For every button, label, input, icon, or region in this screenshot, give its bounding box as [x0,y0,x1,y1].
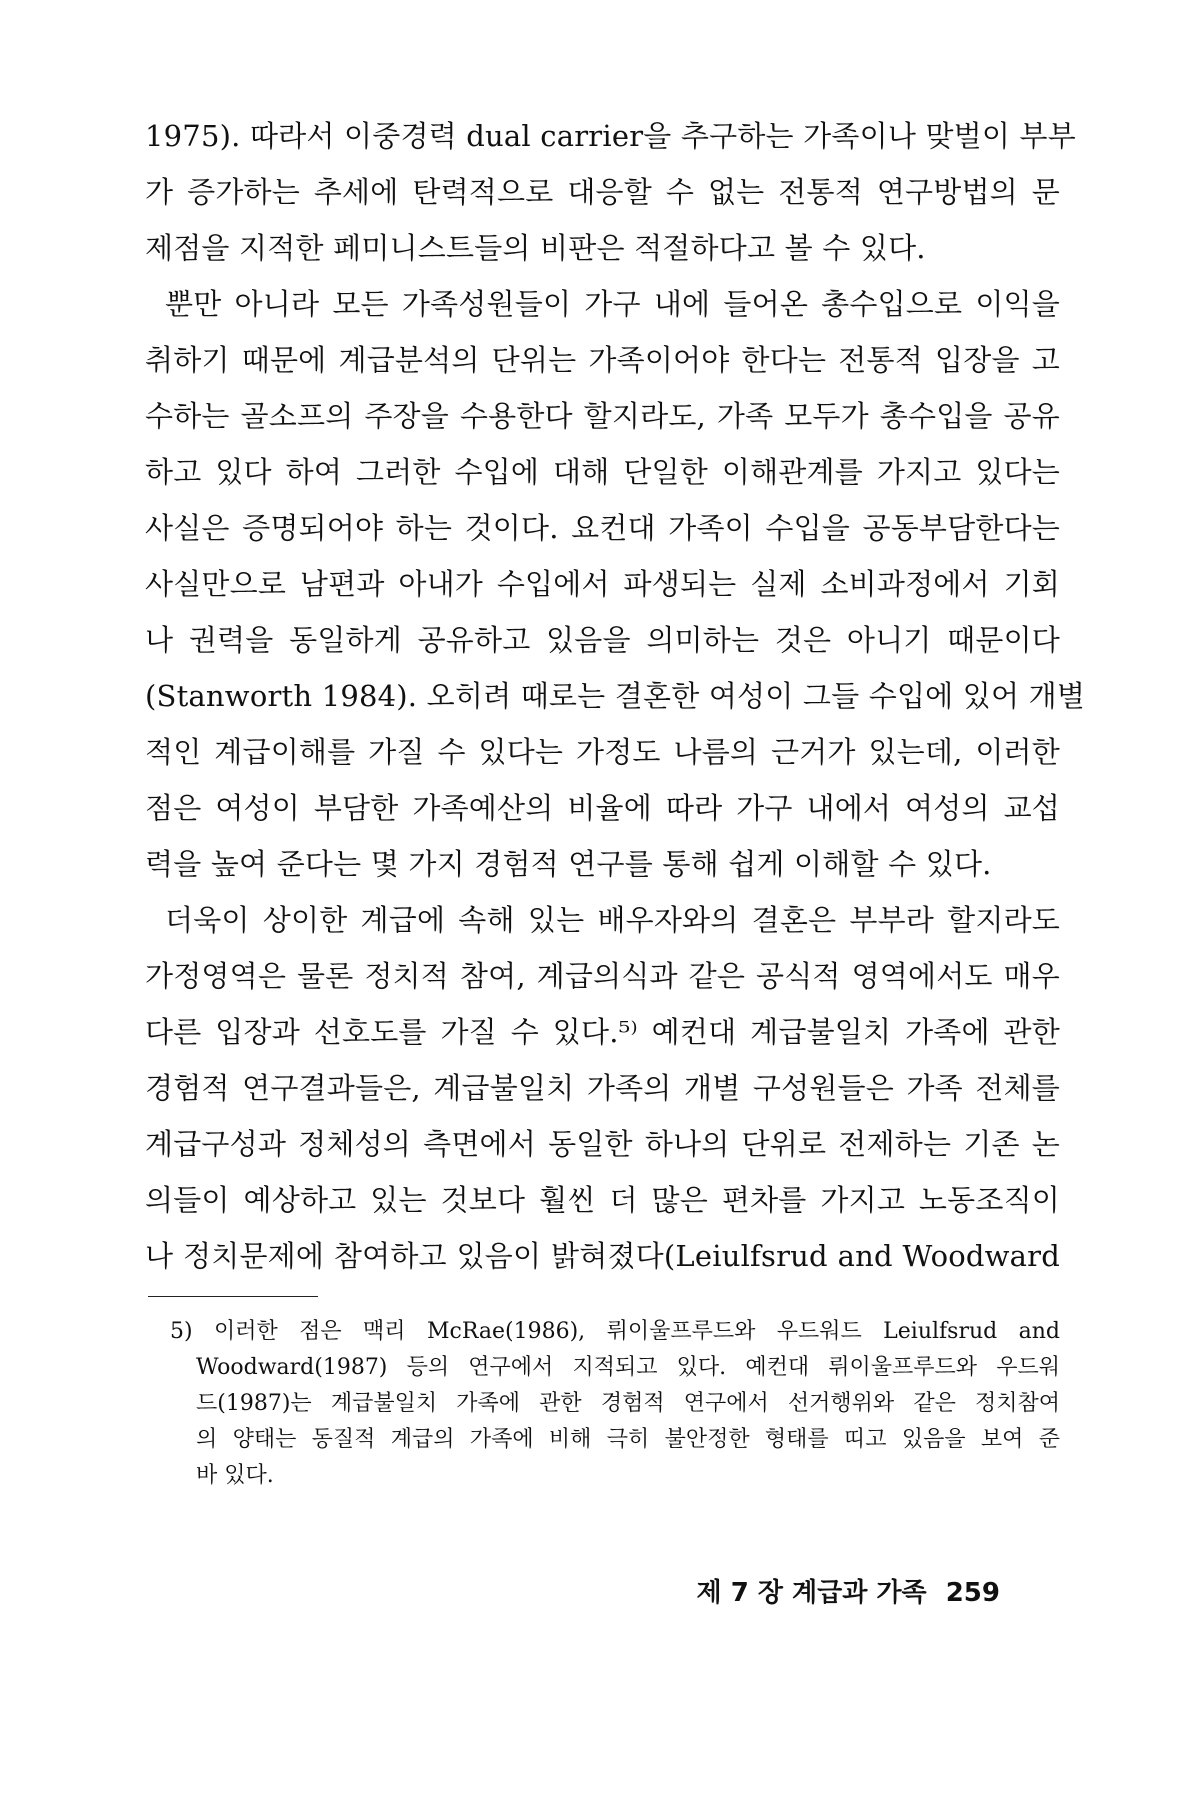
body-line: 가정영역은 물론 정치적 참여, 계급의식과 같은 공식적 영역에서도 매우 [145,959,1060,993]
body-line: 다른 입장과 선호도를 가질 수 있다.⁵⁾ 예컨대 계급불일치 가족에 관한 [145,1015,1060,1049]
footnote-line: 드(1987)는 계급불일치 가족에 관한 경험적 연구에서 선거행위와 같은 정치참여 [196,1391,1060,1416]
footnote-line: 의 양태는 동질적 계급의 가족에 비해 극히 불안정한 형태를 띠고 있음을 보여 준 [196,1427,1060,1452]
body-line: 더욱이 상이한 계급에 속해 있는 배우자와의 결혼은 부부라 할지라도 [165,903,1060,937]
body-line: 점은 여성이 부담한 가족예산의 비율에 따라 가구 내에서 여성의 교섭 [145,791,1060,825]
footnotes [170,1314,1060,1494]
body-line: 계급구성과 정체성의 측면에서 동일한 하나의 단위로 전제하는 기존 논 [145,1127,1060,1161]
body-line: 하고 있다 하여 그러한 수입에 대해 단일한 이해관계를 가지고 있다는 [145,455,1060,489]
footnote-line: 5) 이러한 점은 맥리 McRae(1986), 뤼이울프루드와 우드워드 Leiulfsrud and [170,1319,1060,1344]
body-line: 나 권력을 동일하게 공유하고 있음을 의미하는 것은 아니기 때문이다 [145,623,1060,657]
body-line: 의들이 예상하고 있는 것보다 훨씬 더 많은 편차를 가지고 노동조직이 [145,1183,1060,1217]
body-line: 경험적 연구결과들은, 계급불일치 가족의 개별 구성원들은 가족 전체를 [145,1071,1060,1105]
page-number: 259 [945,1578,1000,1608]
body-line: 뿐만 아니라 모든 가족성원들이 가구 내에 들어온 총수입으로 이익을 [165,287,1060,321]
body-line: 력을 높여 준다는 몇 가지 경험적 연구를 통해 쉽게 이해할 수 있다. [145,847,992,881]
body-line: 사실만으로 남편과 아내가 수입에서 파생되는 실제 소비과정에서 기회 [145,567,1060,601]
body-line: 제점을 지적한 페미니스트들의 비판은 적절하다고 볼 수 있다. [145,231,926,265]
chapter-title: 제 7 장 계급과 가족 [696,1578,927,1608]
body-line: 수하는 골소프의 주장을 수용한다 할지라도, 가족 모두가 총수입을 공유 [145,399,1060,433]
body-line: 1975). 따라서 이중경력 dual carrier을 추구하는 가족이나 맞벌이 부부 [145,119,1076,153]
body-line: 가 증가하는 추세에 탄력적으로 대응할 수 없는 전통적 연구방법의 문 [145,175,1060,209]
body-line: 나 정치문제에 참여하고 있음이 밝혀졌다(Leiulfsrud and Woodward [145,1239,1060,1273]
body-line: (Stanworth 1984). 오히려 때로는 결혼한 여성이 그들 수입에 있어 개별 [145,679,1086,713]
footnote-divider [148,1296,318,1297]
body-line: 사실은 증명되어야 하는 것이다. 요컨대 가족이 수입을 공동부담한다는 [145,511,1060,545]
running-footer [687,1572,1000,1609]
footnote-line: 바 있다. [196,1463,274,1488]
body-line: 취하기 때문에 계급분석의 단위는 가족이어야 한다는 전통적 입장을 고 [145,343,1060,377]
body-line: 적인 계급이해를 가질 수 있다는 가정도 나름의 근거가 있는데, 이러한 [145,735,1060,769]
footnote-line: Woodward(1987) 등의 연구에서 지적되고 있다. 예컨대 뤼이울프루드와 우드워 [196,1355,1060,1380]
body-text [145,108,1086,1284]
